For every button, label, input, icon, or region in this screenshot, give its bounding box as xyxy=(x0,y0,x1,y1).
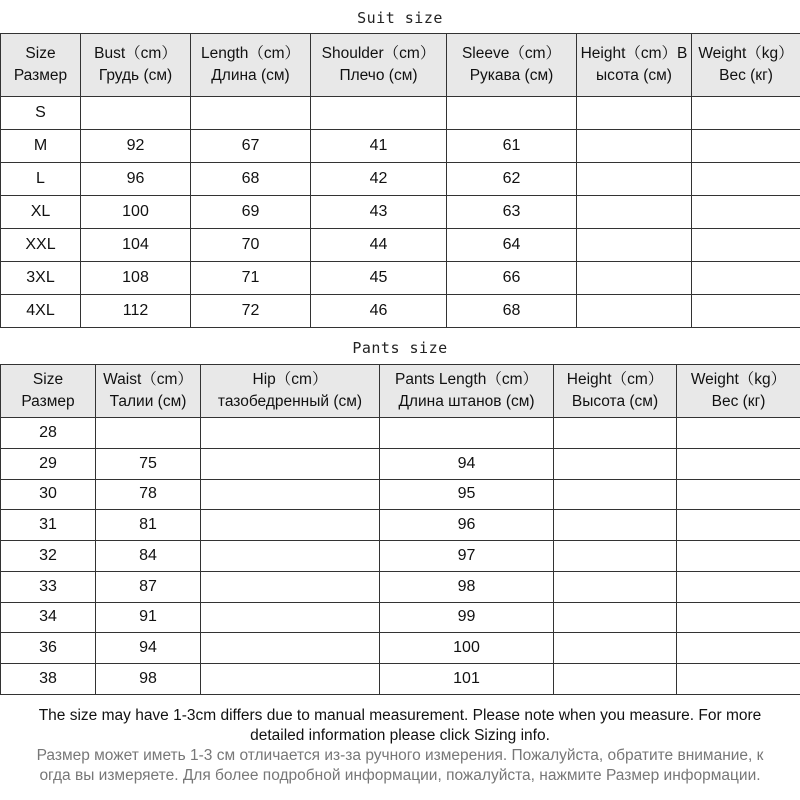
pants-table-cell: 30 xyxy=(1,479,96,510)
pants-table-cell: 100 xyxy=(380,633,554,664)
suit-table-cell: XL xyxy=(1,196,81,229)
pants-table-cell xyxy=(554,510,677,541)
suit-table-cell: 100 xyxy=(81,196,191,229)
suit-table-cell xyxy=(311,97,447,130)
suit-table-cell: 61 xyxy=(447,130,577,163)
suit-table-row xyxy=(1,262,800,295)
pants-table-cell xyxy=(201,664,380,695)
suit-header-size: Size Размер xyxy=(1,34,81,97)
pants-table-cell xyxy=(554,418,677,449)
suit-table-cell: 71 xyxy=(191,262,311,295)
pants-table-cell: 96 xyxy=(380,510,554,541)
pants-table-cell xyxy=(201,418,380,449)
suit-table-cell: 45 xyxy=(311,262,447,295)
note-ru-line-1: Размер может иметь 1-3 см отличается из-за ручного измерения. Пожалуйста, обратите внимание, к xyxy=(36,747,764,764)
pants-table-cell: 94 xyxy=(96,633,201,664)
pants-table-row xyxy=(1,664,800,695)
pants-table-cell: 28 xyxy=(1,418,96,449)
pants-table-cell: 36 xyxy=(1,633,96,664)
pants-table-row xyxy=(1,448,800,479)
pants-table-cell: 75 xyxy=(96,448,201,479)
pants-table-cell xyxy=(201,633,380,664)
suit-table-cell xyxy=(692,130,800,163)
pants-table-cell: 97 xyxy=(380,541,554,572)
pants-table-cell xyxy=(677,633,800,664)
suit-table-cell: 46 xyxy=(311,295,447,328)
suit-table-row xyxy=(1,196,800,229)
pants-table-cell: 81 xyxy=(96,510,201,541)
pants-table-cell xyxy=(677,571,800,602)
suit-header-length: Length（cm） Длина (см) xyxy=(191,34,311,97)
suit-table-cell: 67 xyxy=(191,130,311,163)
pants-header-height: Height（cm） Высота (см) xyxy=(554,365,677,418)
pants-table-cell xyxy=(677,418,800,449)
pants-table-cell: 33 xyxy=(1,571,96,602)
suit-table-cell: S xyxy=(1,97,81,130)
suit-table-cell: 68 xyxy=(447,295,577,328)
suit-size-title: Suit size xyxy=(357,9,443,27)
suit-table-cell xyxy=(577,130,692,163)
suit-table-cell xyxy=(577,196,692,229)
suit-table-cell xyxy=(447,97,577,130)
pants-table-cell xyxy=(201,571,380,602)
suit-table-cell xyxy=(692,262,800,295)
pants-table-row xyxy=(1,541,800,572)
suit-table-cell: 63 xyxy=(447,196,577,229)
pants-size-title: Pants size xyxy=(352,339,448,357)
suit-table-cell: 70 xyxy=(191,229,311,262)
pants-table-cell: 34 xyxy=(1,602,96,633)
suit-header-shoulder: Shoulder（cm） Плечо (см) xyxy=(311,34,447,97)
suit-table-cell: 68 xyxy=(191,163,311,196)
suit-table-cell xyxy=(577,262,692,295)
pants-table-cell xyxy=(554,541,677,572)
pants-table-cell xyxy=(554,633,677,664)
suit-table-cell xyxy=(577,97,692,130)
suit-size-table xyxy=(0,33,800,328)
pants-table-cell: 91 xyxy=(96,602,201,633)
pants-table-cell: 38 xyxy=(1,664,96,695)
suit-header-sleeve: Sleeve（cm） Рукава (см) xyxy=(447,34,577,97)
pants-table-row xyxy=(1,633,800,664)
suit-table-cell: 69 xyxy=(191,196,311,229)
pants-table-cell xyxy=(201,602,380,633)
pants-header-waist: Waist（cm） Талии (см) xyxy=(96,365,201,418)
suit-table-cell xyxy=(692,295,800,328)
pants-table-row xyxy=(1,571,800,602)
measurement-note-russian xyxy=(0,746,800,786)
pants-header-pants-length: Pants Length（cm） Длина штанов (см) xyxy=(380,365,554,418)
note-en-line-2: detailed information please click Sizing info. xyxy=(250,727,550,744)
suit-table-cell: 44 xyxy=(311,229,447,262)
pants-table-cell xyxy=(677,664,800,695)
measurement-note-english xyxy=(0,706,800,746)
pants-table-cell: 29 xyxy=(1,448,96,479)
pants-table-cell xyxy=(554,602,677,633)
pants-table-cell: 98 xyxy=(380,571,554,602)
pants-table-cell xyxy=(554,479,677,510)
pants-table-cell xyxy=(677,479,800,510)
pants-header-hip: Hip（cm） тазобедренный (см) xyxy=(201,365,380,418)
suit-table-cell xyxy=(692,163,800,196)
suit-table-cell: 72 xyxy=(191,295,311,328)
suit-table-row xyxy=(1,229,800,262)
suit-table-cell xyxy=(81,97,191,130)
pants-table-cell xyxy=(96,418,201,449)
note-en-line-1: The size may have 1-3cm differs due to manual measurement. Please note when you measure. For more xyxy=(38,707,762,724)
pants-table-cell: 31 xyxy=(1,510,96,541)
suit-table-cell xyxy=(577,229,692,262)
suit-header-weight: Weight（kg） Вес (кг) xyxy=(692,34,800,97)
suit-table-cell: 64 xyxy=(447,229,577,262)
pants-table-cell xyxy=(677,448,800,479)
suit-header-height: Height（cm）В ысота (см) xyxy=(577,34,692,97)
suit-header-row xyxy=(1,34,800,97)
suit-table-cell: 62 xyxy=(447,163,577,196)
pants-table-cell xyxy=(201,541,380,572)
note-ru-line-2: огда вы измеряете. Для более подробной информации, пожалуйста, нажмите Размер информации. xyxy=(39,767,761,784)
suit-table-row xyxy=(1,163,800,196)
suit-table-cell: 92 xyxy=(81,130,191,163)
suit-table-cell xyxy=(692,97,800,130)
pants-table-cell: 99 xyxy=(380,602,554,633)
suit-header-bust: Bust（cm） Грудь (см) xyxy=(81,34,191,97)
pants-table-cell: 32 xyxy=(1,541,96,572)
suit-table-cell xyxy=(692,196,800,229)
pants-table-cell xyxy=(201,510,380,541)
pants-table-cell: 87 xyxy=(96,571,201,602)
pants-header-row xyxy=(1,365,800,418)
pants-table-cell: 78 xyxy=(96,479,201,510)
pants-table-cell xyxy=(677,602,800,633)
pants-table-cell: 84 xyxy=(96,541,201,572)
pants-table-cell: 95 xyxy=(380,479,554,510)
suit-table-cell: 112 xyxy=(81,295,191,328)
suit-table-cell: M xyxy=(1,130,81,163)
suit-table-row xyxy=(1,97,800,130)
suit-table-cell: 104 xyxy=(81,229,191,262)
suit-table-cell xyxy=(692,229,800,262)
pants-table-cell xyxy=(677,541,800,572)
suit-table-cell: 4XL xyxy=(1,295,81,328)
suit-table-cell: L xyxy=(1,163,81,196)
suit-table-cell xyxy=(577,163,692,196)
suit-table-cell xyxy=(577,295,692,328)
pants-header-weight: Weight（kg） Вес (кг) xyxy=(677,365,800,418)
pants-table-cell: 98 xyxy=(96,664,201,695)
pants-table-cell xyxy=(554,448,677,479)
suit-table-row xyxy=(1,130,800,163)
suit-table-cell: 42 xyxy=(311,163,447,196)
suit-table-cell: 43 xyxy=(311,196,447,229)
suit-table-cell: 108 xyxy=(81,262,191,295)
pants-size-table xyxy=(0,364,800,695)
suit-table-cell: 66 xyxy=(447,262,577,295)
pants-table-cell xyxy=(677,510,800,541)
pants-table-row xyxy=(1,418,800,449)
suit-table-cell: 3XL xyxy=(1,262,81,295)
pants-header-size: Size Размер xyxy=(1,365,96,418)
pants-table-row xyxy=(1,479,800,510)
suit-table-cell: XXL xyxy=(1,229,81,262)
suit-table-row xyxy=(1,295,800,328)
pants-table-cell xyxy=(201,479,380,510)
pants-table-cell xyxy=(554,571,677,602)
pants-table-cell xyxy=(380,418,554,449)
suit-table-cell xyxy=(191,97,311,130)
pants-table-cell: 101 xyxy=(380,664,554,695)
pants-table-cell xyxy=(201,448,380,479)
pants-table-row xyxy=(1,510,800,541)
pants-table-row xyxy=(1,602,800,633)
suit-table-cell: 96 xyxy=(81,163,191,196)
suit-table-cell: 41 xyxy=(311,130,447,163)
pants-table-cell xyxy=(554,664,677,695)
pants-table-cell: 94 xyxy=(380,448,554,479)
